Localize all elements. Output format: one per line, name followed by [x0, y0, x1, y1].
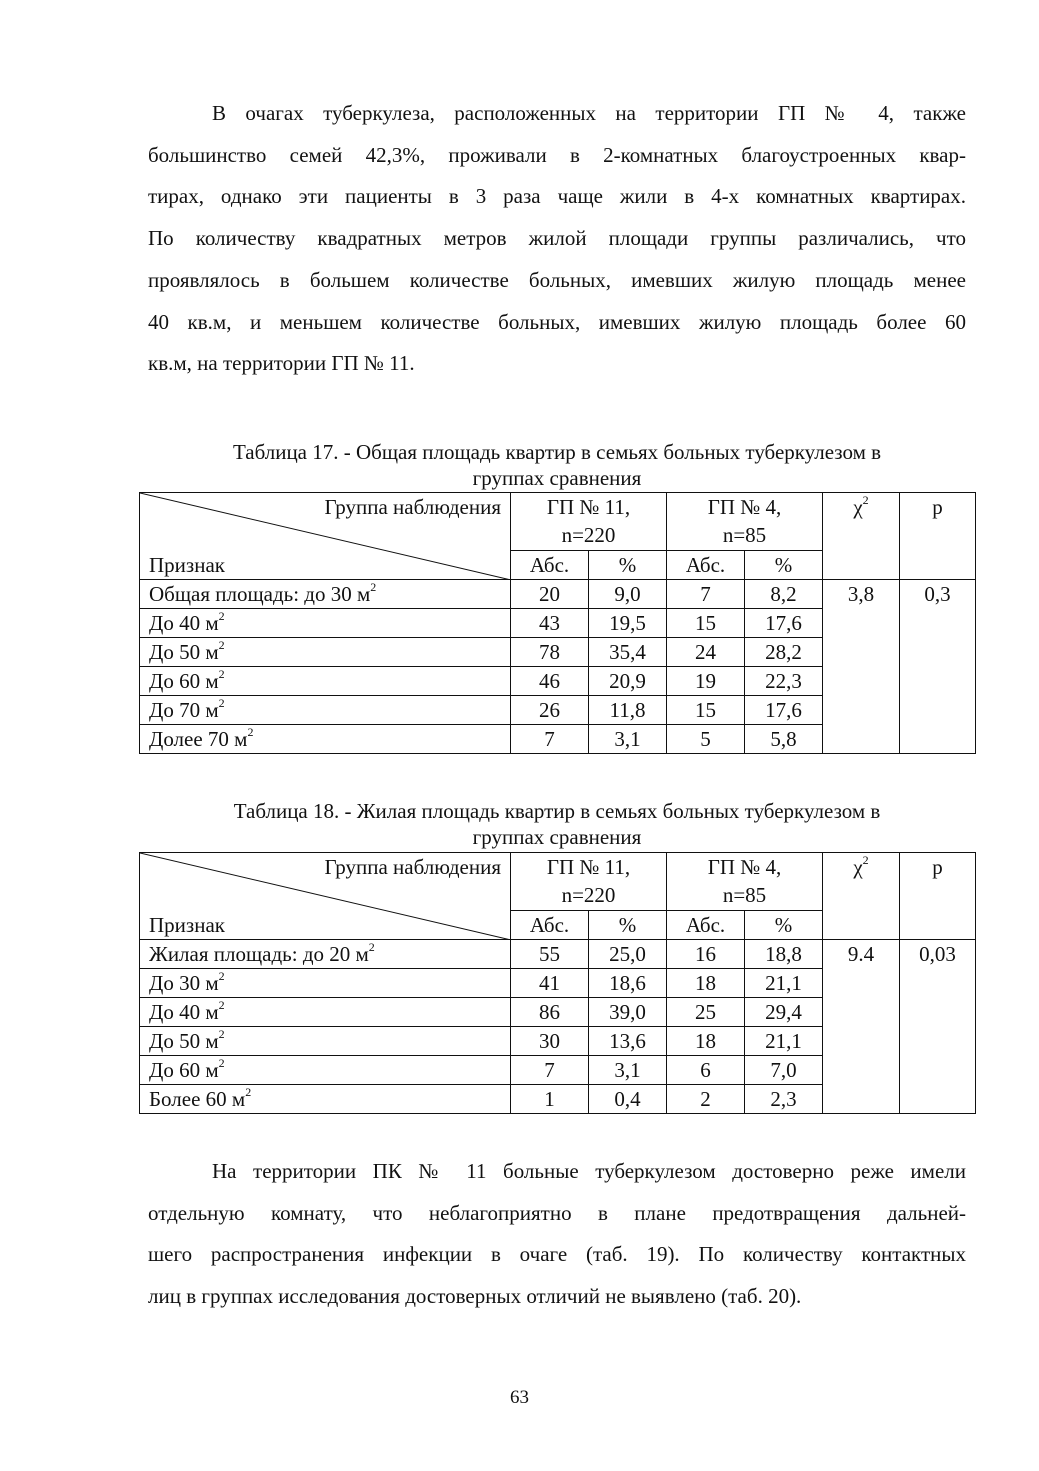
cell-abs-1: 1 [511, 1085, 589, 1114]
paragraph-1 [148, 93, 966, 385]
cell-abs-2: 18 [667, 1027, 745, 1056]
cell-abs-1: 41 [511, 969, 589, 998]
abs-header: Абс. [667, 911, 745, 940]
paragraph-line: большинство семей 42,3%, проживали в 2-комнатных благоустроенных квар- [148, 142, 966, 167]
label-sup: 2 [218, 609, 225, 623]
group1-name: ГП № 11, [546, 495, 631, 519]
label-text: Более 60 м [149, 1087, 246, 1111]
row-label [140, 725, 511, 754]
paragraph-2 [148, 1151, 966, 1318]
cell-abs-1: 30 [511, 1027, 589, 1056]
label-sup: 2 [218, 667, 225, 681]
row-label [140, 696, 511, 725]
label-text: Жилая площадь: до 20 м [149, 942, 369, 966]
label-text: До 70 м [149, 698, 219, 722]
row-label [140, 638, 511, 667]
row-label [140, 969, 511, 998]
group1-n: n=220 [561, 523, 616, 547]
table-17-caption [139, 438, 975, 490]
feature-label: Признак [149, 913, 225, 937]
cell-pct-1: 19,5 [589, 609, 667, 638]
cell-pct-2: 21,1 [745, 1027, 823, 1056]
label-text: До 60 м [149, 669, 219, 693]
label-text: До 60 м [149, 1058, 219, 1082]
cell-abs-2: 15 [667, 696, 745, 725]
group2-name: ГП № 4, [707, 495, 782, 519]
row-label [140, 1056, 511, 1085]
chi-symbol: χ [853, 855, 863, 879]
cell-pct-2: 28,2 [745, 638, 823, 667]
cell-abs-1: 46 [511, 667, 589, 696]
cell-pct-1: 25,0 [589, 940, 667, 969]
paragraph-line: кв.м, на территории ГП № 11. [148, 351, 415, 376]
label-sup: 2 [218, 696, 225, 710]
cell-pct-1: 9,0 [589, 580, 667, 609]
cell-abs-1: 7 [511, 725, 589, 754]
chi-sup: 2 [862, 493, 869, 507]
chi-header [823, 853, 900, 940]
cell-pct-2: 2,3 [745, 1085, 823, 1114]
cell-pct-1: 13,6 [589, 1027, 667, 1056]
chi-symbol: χ [853, 495, 863, 519]
cell-abs-1: 78 [511, 638, 589, 667]
group1-header [511, 853, 667, 911]
label-sup: 2 [368, 940, 375, 954]
caption-line: группах сравнения [472, 466, 642, 490]
paragraph-line: В очагах туберкулеза, расположенных на территории ГП № 4, также [212, 101, 966, 125]
chi-header [823, 493, 900, 580]
cell-abs-2: 24 [667, 638, 745, 667]
paragraph-line: По количеству квадратных метров жилой площади группы различались, что [148, 226, 966, 251]
abs-header: Абс. [667, 551, 745, 580]
cell-abs-1: 26 [511, 696, 589, 725]
group2-header [667, 853, 823, 911]
table-18-caption [139, 797, 975, 849]
group-label: Группа наблюдения [324, 495, 501, 519]
cell-pct-1: 20,9 [589, 667, 667, 696]
group-label: Группа наблюдения [324, 855, 501, 879]
label-sup: 2 [218, 998, 225, 1012]
row-label [140, 940, 511, 969]
cell-pct-1: 0,4 [589, 1085, 667, 1114]
cell-pct-1: 39,0 [589, 998, 667, 1027]
cell-pct-1: 3,1 [589, 1056, 667, 1085]
cell-pct-2: 29,4 [745, 998, 823, 1027]
page-number: 63 [510, 1387, 529, 1408]
cell-abs-2: 19 [667, 667, 745, 696]
abs-header: Абс. [511, 911, 589, 940]
group1-header [511, 493, 667, 551]
label-text: До 30 м [149, 971, 219, 995]
label-text: До 40 м [149, 611, 219, 635]
cell-abs-1: 43 [511, 609, 589, 638]
cell-pct-2: 21,1 [745, 969, 823, 998]
row-label [140, 998, 511, 1027]
cell-abs-2: 16 [667, 940, 745, 969]
row-label [140, 1085, 511, 1114]
group2-header [667, 493, 823, 551]
row-label [140, 667, 511, 696]
cell-abs-1: 55 [511, 940, 589, 969]
row-label [140, 609, 511, 638]
row-label [140, 1027, 511, 1056]
row-label [140, 580, 511, 609]
label-sup: 2 [245, 1085, 252, 1099]
cell-abs-2: 6 [667, 1056, 745, 1085]
label-sup: 2 [370, 580, 377, 594]
cell-pct-2: 18,8 [745, 940, 823, 969]
label-text: Долее 70 м [149, 727, 248, 751]
label-text: До 40 м [149, 1000, 219, 1024]
cell-pct-2: 17,6 [745, 609, 823, 638]
paragraph-line: проявлялось в большем количестве больных, имевших жилую площадь менее [148, 267, 966, 292]
cell-pct-2: 17,6 [745, 696, 823, 725]
diagonal-header-cell [140, 493, 511, 580]
label-sup: 2 [218, 969, 225, 983]
p-header: p [900, 493, 976, 580]
cell-abs-1: 20 [511, 580, 589, 609]
group2-n: n=85 [722, 883, 767, 907]
table-row [140, 940, 976, 969]
group2-name: ГП № 4, [707, 855, 782, 879]
paragraph-line: 40 кв.м, и меньшем количестве больных, имевших жилую площадь более 60 [148, 309, 966, 334]
table-18 [139, 852, 976, 1114]
caption-line: группах сравнения [472, 825, 642, 849]
paragraph-line: отдельную комнату, что неблагоприятно в плане предотвращения дальней- [148, 1200, 966, 1225]
p-value: 0,03 [900, 940, 976, 1114]
label-text: До 50 м [149, 640, 219, 664]
chi-value: 3,8 [823, 580, 900, 754]
abs-header: Абс. [511, 551, 589, 580]
group1-name: ГП № 11, [546, 855, 631, 879]
cell-pct-1: 35,4 [589, 638, 667, 667]
caption-line: Таблица 18. - Жилая площадь квартир в семьях больных туберкулезом в [233, 799, 881, 823]
cell-abs-2: 15 [667, 609, 745, 638]
cell-abs-1: 86 [511, 998, 589, 1027]
cell-abs-2: 7 [667, 580, 745, 609]
group2-n: n=85 [722, 523, 767, 547]
paragraph-line: На территории ПК № 11 больные туберкулезом достоверно реже имели [212, 1159, 966, 1183]
cell-pct-2: 8,2 [745, 580, 823, 609]
pct-header: % [589, 551, 667, 580]
cell-pct-1: 3,1 [589, 725, 667, 754]
paragraph-line: лиц в группах исследования достоверных отличий не выявлено (таб. 20). [148, 1284, 802, 1309]
group1-n: n=220 [561, 883, 616, 907]
paragraph-line: тирах, однако эти пациенты в 3 раза чаще жили в 4-х комнатных квартирах. [148, 184, 966, 209]
cell-abs-2: 5 [667, 725, 745, 754]
label-text: До 50 м [149, 1029, 219, 1053]
pct-header: % [745, 551, 823, 580]
paragraph-line: шего распространения инфекции в очаге (таб. 19). По количеству контактных [148, 1242, 966, 1267]
chi-sup: 2 [862, 853, 869, 867]
cell-abs-2: 18 [667, 969, 745, 998]
cell-pct-2: 7,0 [745, 1056, 823, 1085]
cell-pct-1: 11,8 [589, 696, 667, 725]
table-17 [139, 492, 976, 754]
cell-pct-1: 18,6 [589, 969, 667, 998]
label-text: Общая площадь: до 30 м [149, 582, 371, 606]
feature-label: Признак [149, 553, 225, 577]
cell-abs-2: 2 [667, 1085, 745, 1114]
p-value: 0,3 [900, 580, 976, 754]
table-row [140, 580, 976, 609]
cell-abs-1: 7 [511, 1056, 589, 1085]
cell-pct-2: 22,3 [745, 667, 823, 696]
caption-line: Таблица 17. - Общая площадь квартир в семьях больных туберкулезом в [232, 440, 882, 464]
label-sup: 2 [218, 1027, 225, 1041]
chi-value: 9.4 [823, 940, 900, 1114]
p-header: p [900, 853, 976, 940]
pct-header: % [745, 911, 823, 940]
label-sup: 2 [218, 1056, 225, 1070]
cell-abs-2: 25 [667, 998, 745, 1027]
diagonal-header-cell [140, 853, 511, 940]
label-sup: 2 [247, 725, 254, 739]
pct-header: % [589, 911, 667, 940]
label-sup: 2 [218, 638, 225, 652]
cell-pct-2: 5,8 [745, 725, 823, 754]
